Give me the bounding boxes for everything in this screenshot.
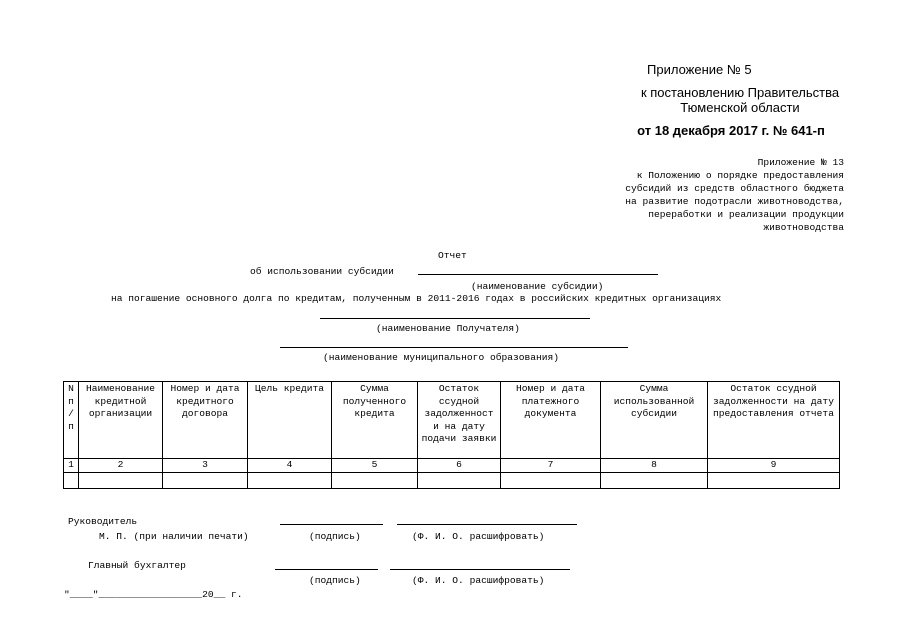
- column-header: Остаток ссудной задолженност и на дату подачи заявки: [418, 382, 501, 459]
- accountant-label: Главный бухгалтер: [88, 560, 186, 571]
- table-cell: [708, 472, 840, 488]
- column-number: 9: [708, 459, 840, 473]
- decree-reference-line: к постановлению Правительства: [640, 85, 840, 100]
- head-label: Руководитель: [68, 516, 138, 527]
- municipality-caption: (наименование муниципального образования): [323, 352, 560, 363]
- column-number: 5: [332, 459, 418, 473]
- table-cell: [248, 472, 332, 488]
- column-header: Сумма использованной субсидии: [601, 382, 708, 459]
- table-cell: [163, 472, 248, 488]
- table-header-row: [64, 382, 840, 459]
- subsidy-caption: (наименование субсидии): [471, 281, 604, 292]
- column-header: Цель кредита: [248, 382, 332, 459]
- table-cell: [332, 472, 418, 488]
- head-name-line: [397, 524, 577, 525]
- accountant-signature-caption: (подпись): [309, 575, 361, 586]
- municipality-name-line: [280, 347, 628, 348]
- column-header: Остаток ссудной задолженности на дату предоставления отчета: [708, 382, 840, 459]
- column-header: Номер и дата кредитного договора: [163, 382, 248, 459]
- table-cell: [64, 472, 79, 488]
- table-cell: [501, 472, 601, 488]
- column-number: 4: [248, 459, 332, 473]
- subsidy-name-line: [418, 274, 658, 275]
- appendix-block: [625, 156, 844, 234]
- recipient-name-line: [320, 318, 590, 319]
- head-name-caption: (Ф. И. О. расшифровать): [412, 531, 545, 542]
- appendix-line: к Положению о порядке предоставления: [636, 170, 844, 181]
- column-header: Номер и дата платежного документа: [501, 382, 601, 459]
- column-header: Сумма полученного кредита: [332, 382, 418, 459]
- head-signature-line: [280, 524, 383, 525]
- report-table: [63, 381, 840, 489]
- column-number: 7: [501, 459, 601, 473]
- table-cell: [601, 472, 708, 488]
- decree-appendix-number: Приложение № 5: [647, 62, 752, 77]
- column-header: N п / п: [64, 382, 79, 459]
- column-number: 1: [64, 459, 79, 473]
- table-row: [64, 472, 840, 488]
- appendix-line: животноводства: [763, 222, 844, 233]
- column-header: Наименование кредитной организации: [79, 382, 163, 459]
- column-number: 8: [601, 459, 708, 473]
- accountant-name-line: [390, 569, 570, 570]
- decree-date-line: от 18 декабря 2017 г. № 641-п: [637, 123, 825, 138]
- column-number-row: [64, 459, 840, 473]
- purpose-text: на погашение основного долга по кредитам, полученным в 2011-2016 годах в российских кредитных организациях: [111, 293, 722, 304]
- head-signature-caption: (подпись): [309, 531, 361, 542]
- appendix-line: переработки и реализации продукции: [648, 209, 844, 220]
- appendix-line: Приложение № 13: [757, 157, 844, 168]
- table-cell: [418, 472, 501, 488]
- column-number: 2: [79, 459, 163, 473]
- stamp-label: М. П. (при наличии печати): [99, 531, 249, 542]
- decree-region-line: Тюменской области: [680, 100, 800, 115]
- accountant-name-caption: (Ф. И. О. расшифровать): [412, 575, 545, 586]
- recipient-caption: (наименование Получателя): [376, 323, 520, 334]
- report-title: Отчет: [438, 250, 467, 261]
- appendix-line: субсидий из средств областного бюджета: [625, 183, 844, 194]
- date-line: "____"__________________20__ г.: [64, 589, 243, 600]
- usage-label: об использовании субсидии: [250, 266, 394, 277]
- column-number: 6: [418, 459, 501, 473]
- table-cell: [79, 472, 163, 488]
- appendix-line: на развитие подотрасли животноводства,: [625, 196, 844, 207]
- column-number: 3: [163, 459, 248, 473]
- accountant-signature-line: [275, 569, 378, 570]
